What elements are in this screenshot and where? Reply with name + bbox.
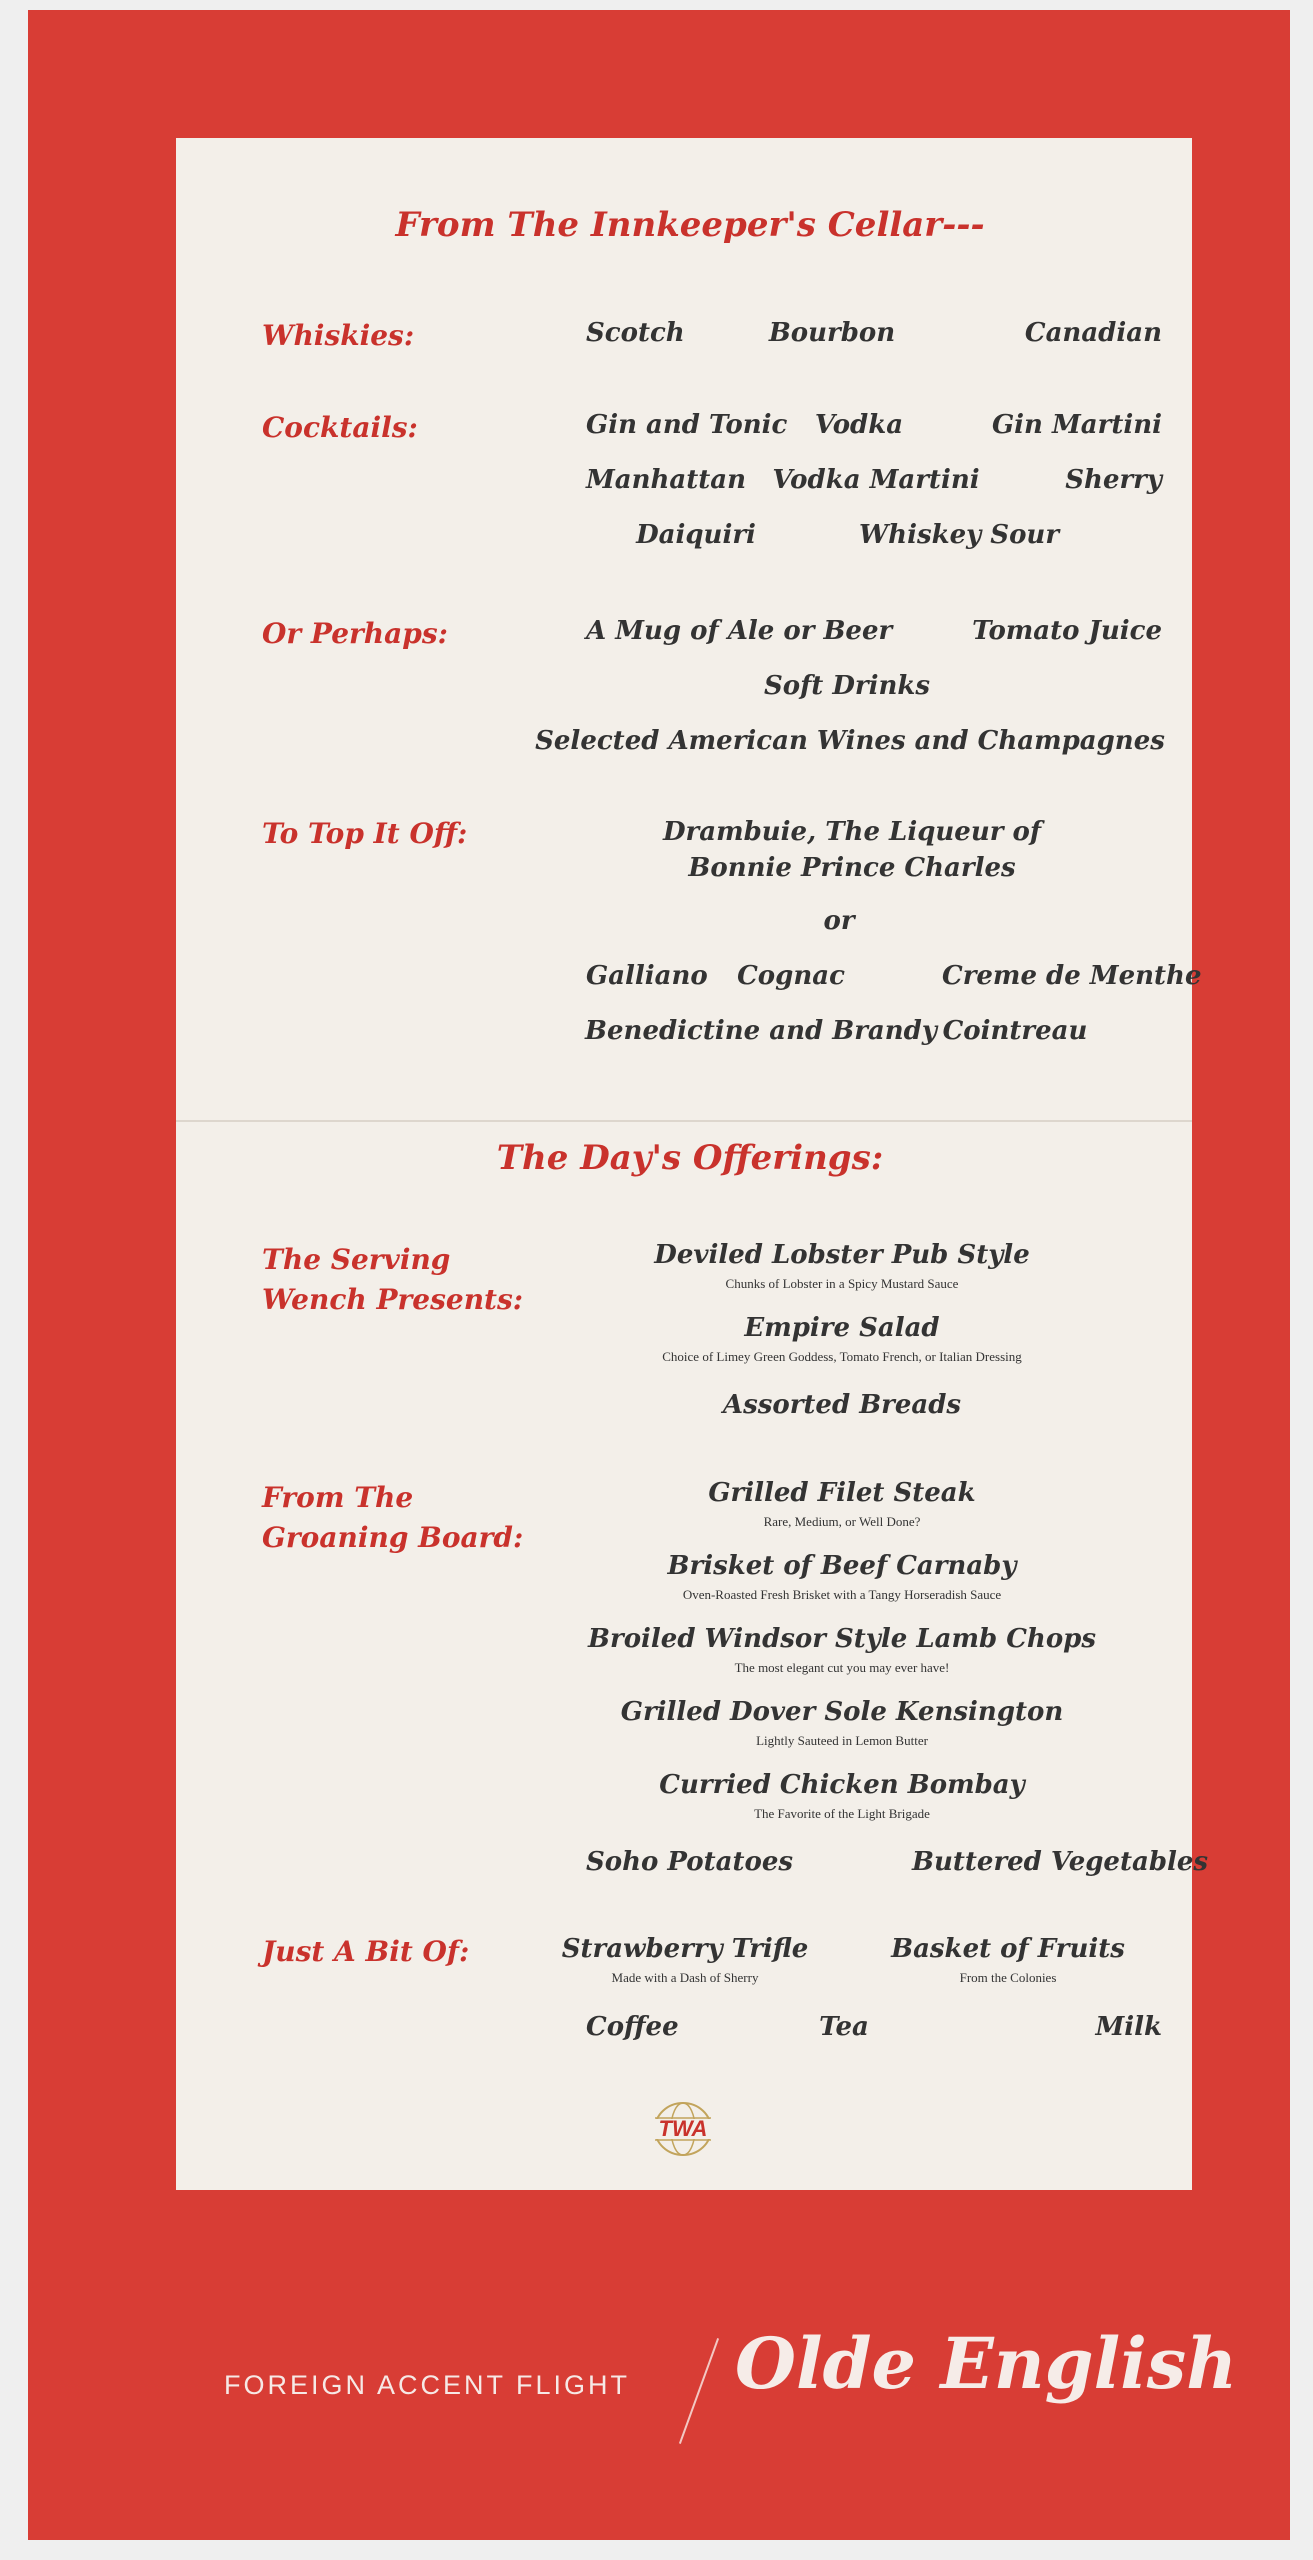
menu-item: Cognac — [737, 961, 845, 991]
top-it-off-label: To Top It Off: — [262, 817, 468, 850]
footer-divider — [679, 2338, 719, 2444]
menu-item: Daiquiri — [636, 520, 756, 550]
offerings-title: The Day's Offerings: — [496, 1138, 884, 1178]
dish-description: The most elegant cut you may ever have! — [734, 1660, 950, 1675]
dish-description: From the Colonies — [959, 1970, 1057, 1985]
dish-description: Lightly Sauteed in Lemon Butter — [756, 1733, 928, 1748]
menu-item: Tea — [819, 2012, 869, 2042]
twa-logo-text: TWA — [658, 2116, 708, 2141]
twa-globe-icon — [643, 2100, 723, 2158]
menu-item: Canadian — [1024, 318, 1162, 348]
dish-description: Made with a Dash of Sherry — [611, 1970, 759, 1985]
dish-description: Chunks of Lobster in a Spicy Mustard Sauce — [725, 1276, 959, 1291]
menu-item: Milk — [1095, 2012, 1162, 2042]
cellar-title: From The Innkeeper's Cellar--- — [395, 205, 985, 245]
menu-item: Soho Potatoes — [586, 1847, 793, 1877]
dish-description: The Favorite of the Light Brigade — [754, 1806, 930, 1821]
menu-item: Creme de Menthe — [942, 961, 1202, 991]
menu-item: Whiskey Sour — [858, 520, 1060, 550]
menu-item: Sherry — [1065, 465, 1162, 495]
menu-item: Coffee — [586, 2012, 679, 2042]
menu-item: Cointreau — [942, 1016, 1088, 1046]
dish-name: Deviled Lobster Pub Style — [654, 1240, 1030, 1270]
dish-name: Grilled Filet Steak — [708, 1478, 976, 1508]
menu-item: Tomato Juice — [972, 616, 1162, 646]
dish-name: Brisket of Beef Carnaby — [667, 1551, 1017, 1581]
whiskies-label: Whiskies: — [262, 319, 415, 352]
menu-item: Soft Drinks — [763, 671, 931, 701]
menu-item: Gin Martini — [991, 410, 1162, 440]
dish-description: Oven-Roasted Fresh Brisket with a Tangy Horseradish Sauce — [682, 1587, 1002, 1602]
perhaps-label: Or Perhaps: — [262, 617, 448, 650]
menu-item: Drambuie, The Liqueur of Bonnie Prince Charles — [662, 817, 1041, 883]
twa-logo — [643, 2100, 723, 2158]
menu-item: Buttered Vegetables — [912, 1847, 1209, 1877]
dish-name: Grilled Dover Sole Kensington — [620, 1697, 1064, 1727]
dish-description: Rare, Medium, or Well Done? — [763, 1514, 921, 1529]
cocktails-label: Cocktails: — [262, 411, 418, 444]
dish-name: Assorted Breads — [722, 1390, 962, 1420]
groaning-board-label: From The Groaning Board: — [262, 1481, 524, 1554]
serving-wench-label: The Serving Wench Presents: — [262, 1243, 524, 1316]
just-a-bit-label: Just A Bit Of: — [262, 1935, 470, 1968]
footer-flight-label: FOREIGN ACCENT FLIGHT — [224, 2370, 631, 2400]
menu-item: Bourbon — [768, 318, 896, 348]
dish-name: Broiled Windsor Style Lamb Chops — [588, 1624, 1096, 1654]
dish-description: Choice of Limey Green Goddess, Tomato French, or Italian Dressing — [662, 1349, 1022, 1364]
menu-border — [28, 10, 1290, 2540]
menu-item: Vodka Martini — [772, 465, 980, 495]
fold-line — [176, 1120, 1192, 1122]
menu-card — [176, 138, 1209, 2190]
menu-item: Scotch — [586, 318, 685, 348]
footer-theme-title: Olde English — [735, 2322, 1238, 2405]
dish-name: Curried Chicken Bombay — [659, 1770, 1025, 1800]
dish-name: Empire Salad — [744, 1313, 940, 1343]
menu-item: Selected American Wines and Champagnes — [535, 726, 1165, 756]
or-text: or — [823, 906, 855, 936]
menu-item: Benedictine and Brandy — [585, 1016, 937, 1046]
menu-item: A Mug of Ale or Beer — [586, 616, 893, 646]
dish-name: Basket of Fruits — [891, 1934, 1125, 1964]
menu-item: Manhattan — [586, 465, 747, 495]
dish-name: Strawberry Trifle — [561, 1934, 809, 1964]
menu-item: Vodka — [814, 410, 904, 440]
menu-item: Galliano — [586, 961, 708, 991]
menu-item: Gin and Tonic — [586, 410, 788, 440]
